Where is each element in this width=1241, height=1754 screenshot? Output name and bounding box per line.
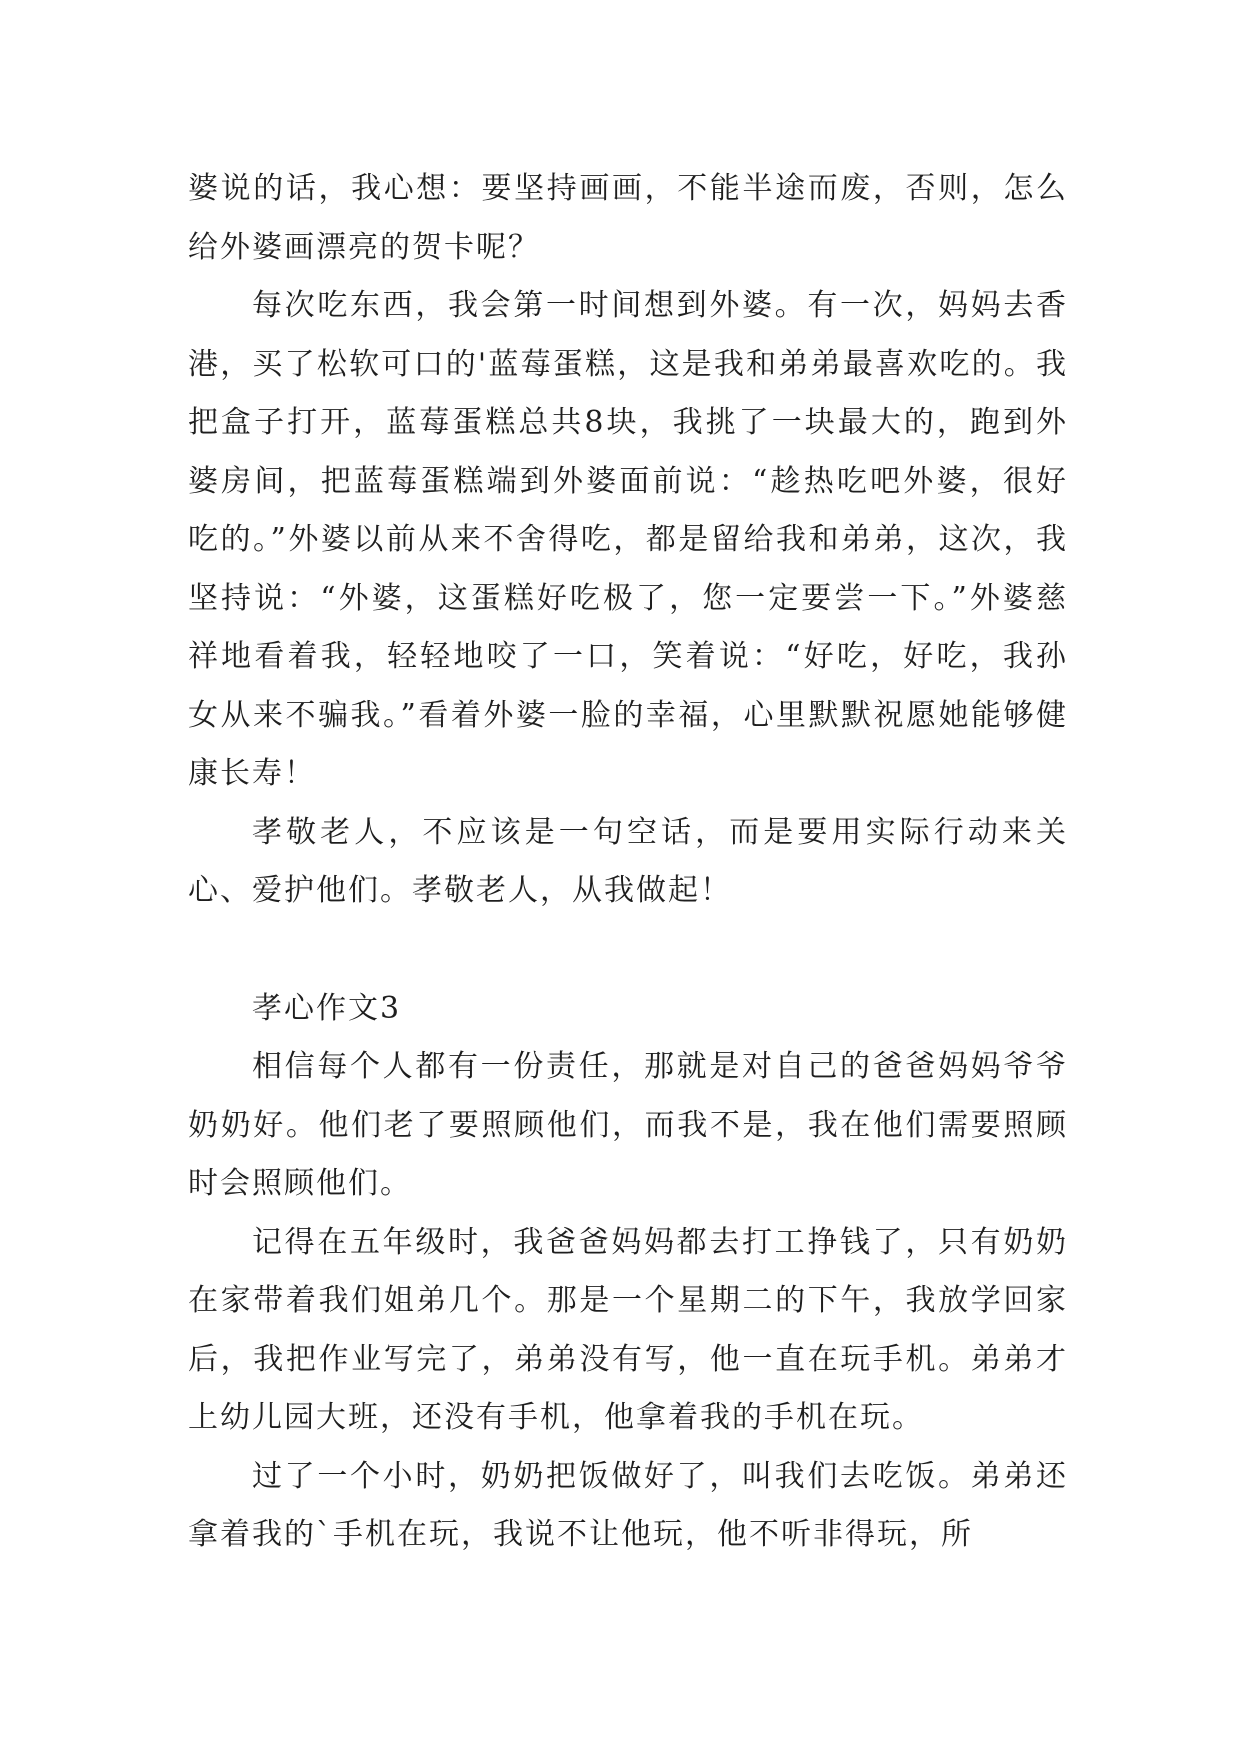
paragraph-responsibility: 相信每个人都有一份责任，那就是对自己的爸爸妈妈爷爷奶奶好。他们老了要照顾他们，而我不是，我在他们需要照顾时会照顾他们。 [188, 1049, 1068, 1201]
document-body [188, 160, 1068, 1565]
section-spacer [188, 921, 1068, 980]
paragraph-fifth-grade: 记得在五年级时，我爸爸妈妈都去打工挣钱了，只有奶奶在家带着我们姐弟几个。那是一个星期二的下午，我放学回家后，我把作业写完了，弟弟没有写，他一直在玩手机。弟弟才上幼儿园大班，还没有手机，他拿着我的手机在玩。 [188, 1224, 1068, 1435]
paragraph-conclusion: 孝敬老人，不应该是一句空话，而是要用实际行动来关心、爱护他们。孝敬老人，从我做起！ [188, 814, 1068, 908]
paragraph-dinner: 过了一个小时，奶奶把饭做好了，叫我们去吃饭。弟弟还拿着我的`手机在玩，我说不让他玩，他不听非得玩，所 [188, 1458, 1068, 1552]
paragraph-cake: 每次吃东西，我会第一时间想到外婆。有一次，妈妈去香港，买了松软可口的'蓝莓蛋糕，这是我和弟弟最喜欢吃的。我把盒子打开，蓝莓蛋糕总共8块，我挑了一块最大的，跑到外婆房间，把蓝莓蛋糕端到外婆面前说：“趁热吃吧外婆，很好吃的。”外婆以前从来不舍得吃，都是留给我和弟弟，这次，我坚持说：“外婆，这蛋糕好吃极了，您一定要尝一下。”外婆慈祥地看着我，轻轻地咬了一口，笑着说：“好吃，好吃，我孙女从来不骗我。”看着外婆一脸的幸福，心里默默祝愿她能够健康长寿！ [188, 288, 1068, 791]
section-title: 孝心作文3 [252, 990, 402, 1026]
paragraph-continued: 婆说的话，我心想：要坚持画画，不能半途而废，否则，怎么给外婆画漂亮的贺卡呢？ [188, 171, 1068, 265]
